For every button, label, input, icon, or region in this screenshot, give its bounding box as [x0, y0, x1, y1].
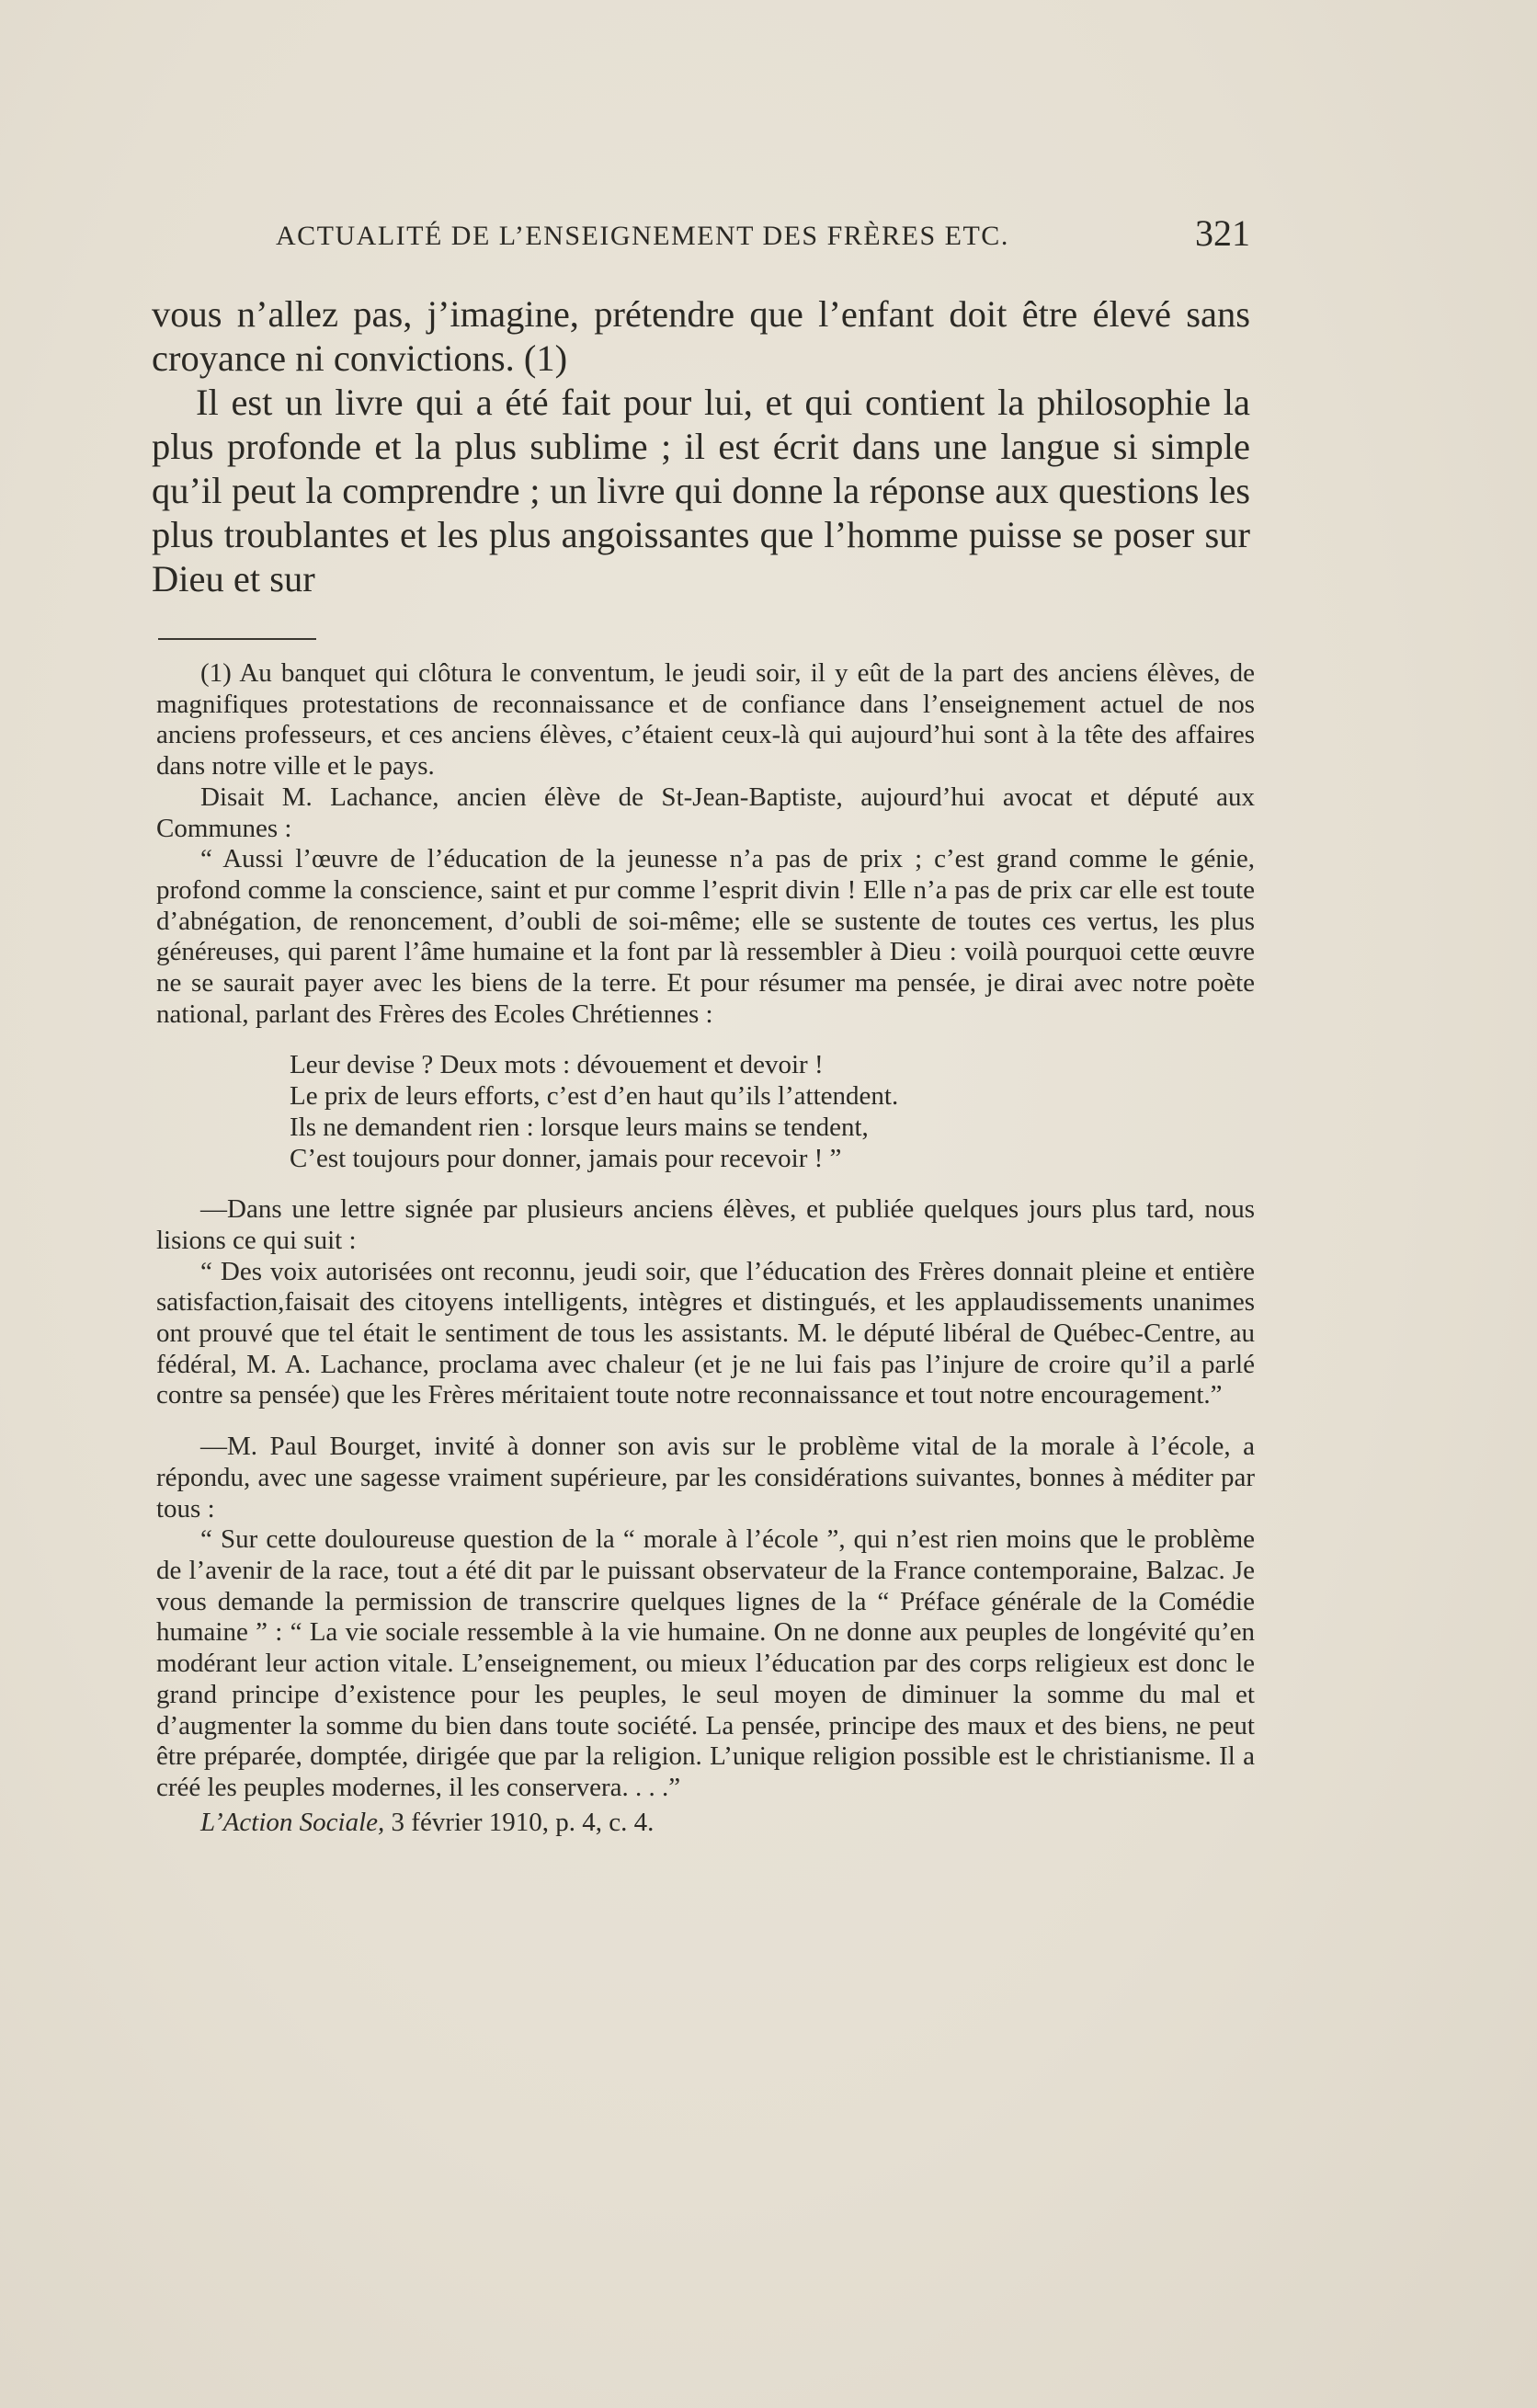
- poem-line: Ils ne demandent rien : lorsque leurs mains se tendent,: [290, 1112, 869, 1142]
- footnote: [156, 658, 1255, 1838]
- paragraph-gap: [156, 1411, 1255, 1432]
- source-citation: [156, 1808, 1255, 1839]
- footnote-paragraph: —Dans une lettre signée par plusieurs anciens élèves, et publiée quelques jours plus tard, nous lisions ce qui suit :: [156, 1194, 1255, 1255]
- source-details: 3 février 1910, p. 4, c. 4.: [384, 1807, 655, 1837]
- body-paragraph: vous n’allez pas, j’imagine, prétendre que l’enfant doit être élevé sans croyance ni convictions. (1): [152, 293, 1250, 379]
- source-title: L’Action Sociale,: [200, 1807, 385, 1837]
- main-text: [152, 292, 1250, 601]
- body-paragraph: Il est un livre qui a été fait pour lui, et qui contient la philosophie la plus profonde et la plus sublime ; il est écrit dans une langue si simple qu’il peut la comprendre ; un livre qui donne la réponse aux questions les plus troublantes et les plus angoissantes que l’homme puisse se poser sur Dieu et sur: [152, 382, 1250, 599]
- footnote-quote: “ Aussi l’œuvre de l’éducation de la jeunesse n’a pas de prix ; c’est grand comme le génie, profond comme la conscience, saint et pur comme l’esprit divin ! Elle n’a pas de prix car elle est toute d’abnégation, de renoncement, d’oubli de soi-même; elle se sustente de toutes ces vertus, les plus généreuses, qui parent l’âme humaine et la font par là ressembler à Dieu : voilà pourquoi cette œuvre ne se saurait payer avec les biens de la terre. Et pour résumer ma pensée, je dirai avec notre poète national, parlant des Frères des Ecoles Chrétiennes :: [156, 844, 1255, 1029]
- running-title: ACTUALITÉ DE L’ENSEIGNEMENT DES FRÈRES ETC.: [276, 221, 1009, 251]
- footnote-quote: “ Sur cette douloureuse question de la “ morale à l’école ”, qui n’est rien moins que le problème de l’avenir de la race, tout a été dit par le puissant observateur de la France contemporaine, Balzac. Je vous demande la permission de transcrire quelques lignes de la “ Préface générale de la Comédie humaine ” : “ La vie sociale ressemble à la vie humaine. On ne donne aux peuples de longévité qu’en modérant leur action vitale. L’enseignement, ou mieux l’éducation par des corps religieux est donc le grand principe d’existence pour les peuples, le seul moyen de diminuer la somme du mal et d’augmenter la somme du bien dans toute société. La pensée, principe des maux et des biens, ne peut être préparée, domptée, dirigée que par la religion. L’unique religion possible est le christianisme. Il a créé les peuples modernes, il les conservera. . . .”: [156, 1524, 1255, 1802]
- poem-line: Leur devise ? Deux mots : dévouement et devoir !: [290, 1050, 824, 1080]
- poem-line: C’est toujours pour donner, jamais pour recevoir ! ”: [290, 1143, 842, 1173]
- poem-line: Le prix de leurs efforts, c’est d’en haut qu’ils l’attendent.: [290, 1081, 899, 1112]
- page-header: [276, 211, 1250, 257]
- footnote-quote: “ Des voix autorisées ont reconnu, jeudi soir, que l’éducation des Frères donnait pleine et entière satisfaction,faisait des citoyens intelligents, intègres et distingués, et les applaudissements unanimes ont prouvé que tel était le sentiment de tous les assistants. M. le député libéral de Québec-Centre, au fédéral, M. A. Lachance, proclama avec chaleur (et je ne lui fais pas l’injure de croire qu’il a parlé contre sa pensée) que les Frères méritaient toute notre reconnaissance et tout notre encouragement.”: [156, 1256, 1255, 1410]
- footnote-paragraph: (1) Au banquet qui clôtura le conventum, le jeudi soir, il y eût de la part des anciens élèves, de magnifiques protestations de reconnaissance et de confiance dans l’enseignement actuel de nos anciens professeurs, et ces anciens élèves, c’étaient ceux-là qui aujourd’hui sont à la tête des affaires dans notre ville et le pays.: [156, 658, 1255, 782]
- footnote-paragraph: Disait M. Lachance, ancien élève de St-Jean-Baptiste, aujourd’hui avocat et député aux Communes :: [156, 782, 1255, 843]
- footnote-paragraph: —M. Paul Bourget, invité à donner son avis sur le problème vital de la morale à l’école, a répondu, avec une sagesse vraiment supérieure, par les considérations suivantes, bonnes à méditer par tous :: [156, 1432, 1255, 1524]
- page-number: 321: [1195, 212, 1250, 254]
- poem-stanza: [290, 1050, 1255, 1174]
- footnote-separator: [158, 638, 316, 640]
